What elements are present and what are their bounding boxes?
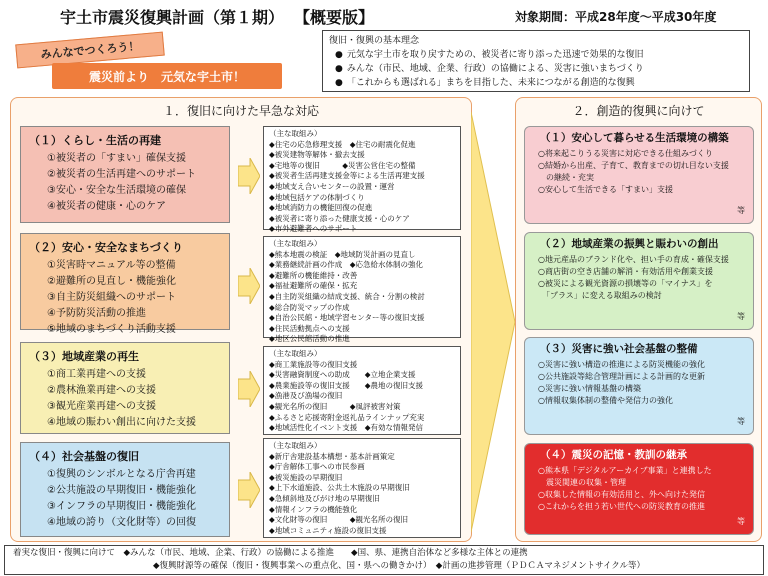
group-item: ③観光産業再建への支援 <box>47 401 156 412</box>
group-infrastructure <box>20 442 230 537</box>
group-item: ①商工業再建への支援 <box>47 369 146 380</box>
measure-item: ◆被災施設の早期復旧 <box>269 472 343 482</box>
creative-heading: （３）災害に強い社会基盤の整備 <box>540 343 698 355</box>
measures-heading: （主な取組み） <box>269 349 322 358</box>
group-item: ④地域の賑わい創出に向けた支援 <box>47 417 196 428</box>
measure-item: ◆文化財等の復旧 ◆観光名所の復旧 <box>269 515 409 525</box>
measure-item: ◆地域支え合いセンターの設置・運営 <box>269 181 395 191</box>
measure-item: ◆避難所の機能維持・改善 <box>269 270 358 280</box>
creative-item: ○収集した情報の有効活用と、外へ向けた発信 <box>538 490 705 499</box>
measure-item: ◆地区公民館活動の推進 <box>269 334 350 344</box>
measure-item: ◆地域包括ケアの体制づくり <box>269 192 365 202</box>
creative-item: ○災害に強い構造の推進による防災機能の強化 <box>538 360 705 369</box>
arrow-right-icon <box>238 371 260 407</box>
creative-item: ○商店街の空き店舗の解消・有効活用や創業支援 <box>538 267 713 276</box>
group-safe-town <box>20 233 230 335</box>
creative-heading: （２）地域産業の振興と賑わいの創出 <box>540 238 719 250</box>
group-industry <box>20 342 230 434</box>
creative-item: の継続・充実 <box>538 173 594 182</box>
measure-item: ◆急傾斜地及びがけ地の早期復旧 <box>269 493 380 503</box>
measure-item: ◆観光名所の復旧 ◆風評被害対策 <box>269 401 401 411</box>
group-item: ③安心・安全な生活環境の確保 <box>47 185 186 196</box>
measure-item: ◆地域コミュニティ施設の復旧支援 <box>269 525 387 535</box>
etc-mark: 等 <box>737 206 745 215</box>
creative-memory <box>524 443 754 535</box>
group-heading: （４）社会基盤の復旧 <box>29 450 139 463</box>
section-early-recovery-title: １．復旧に向けた早急な対応 <box>162 104 319 118</box>
measure-item: ◆被災者生活再建支援金等による生活再建支援 <box>269 171 425 181</box>
group-item: ④予防防災活動の推進 <box>47 308 146 319</box>
measure-item: ◆庁舎解体工事への市民参画 <box>269 462 365 472</box>
measures-heading: （主な取組み） <box>269 441 322 450</box>
measure-item: ◆被災建物等解体・撤去支援 <box>269 150 365 160</box>
measure-item: ◆被災者に寄り添った健康支援・心のケア <box>269 213 410 223</box>
creative-item: ○熊本県「デジタルアーカイブ事業」と連携した <box>538 466 712 475</box>
slogan-banner: 震災前より 元気な宇土市！ <box>52 63 282 89</box>
measure-item: ◆ふるさと応援寄附金返礼品ラインナップ充実 <box>269 412 425 422</box>
group-heading: （３）地域産業の再生 <box>29 350 139 363</box>
measure-item: ◆地域活性化イベント支援 ◆有効な情報発信 <box>269 423 424 433</box>
measure-item: ◆総合防災マップの作成 <box>269 302 350 312</box>
creative-item: ○結婚から出産、子育て、教育までの切れ目ない支援 <box>538 161 729 170</box>
group-item: ④地域の誇り（文化財等）の回復 <box>47 517 196 528</box>
measure-item: ◆地域消防力の機能回復の促進 <box>269 203 373 213</box>
creative-item: ○地元産品のブランド化や、担い手の育成・確保支援 <box>538 255 729 264</box>
group-heading: （１）くらし・生活の再建 <box>29 134 161 147</box>
creative-item: 「プラス」に変える取組みの検討 <box>538 291 662 300</box>
basic-principles-heading: 復旧・復興の基本理念 <box>329 36 420 46</box>
measure-item: ◆業務継続計画の作成 ◆応急給水体制の強化 <box>269 260 424 270</box>
arrow-right-icon <box>238 268 260 304</box>
measures-safe-town <box>263 236 461 344</box>
measure-item: ◆上下水道施設、公共土木施設の早期復旧 <box>269 483 410 493</box>
group-item: ①災害時マニュアル等の整備 <box>47 260 176 271</box>
creative-item: ○安心して生活できる「すまい」支援 <box>538 185 673 194</box>
measure-item: ◆熊本地震の検証 ◆地域防災計画の見直し <box>269 249 416 259</box>
etc-mark: 等 <box>737 417 745 426</box>
measure-item: ◆自治公民館・地域学習センター等の復旧支援 <box>269 313 425 323</box>
group-livelihood <box>20 126 230 223</box>
creative-living-environment <box>524 126 754 224</box>
creative-item: ○情報収集体制の整備や発信力の強化 <box>538 396 673 405</box>
group-item: ⑤地域のまちづくり活動支援 <box>47 324 176 335</box>
creative-industry <box>524 232 754 330</box>
principle-item: ● みんな（市民、地域、企業、行政）の協働による、災害に強いまちづくり <box>329 62 743 76</box>
measure-item: ◆住民活動拠点への支援 <box>269 323 350 333</box>
basic-principles-box <box>322 30 750 92</box>
group-item: ③インフラの早期復旧・機能強化 <box>47 501 196 512</box>
measures-heading: （主な取組み） <box>269 239 322 248</box>
measure-item: ◆情報インフラの機能強化 <box>269 504 358 514</box>
section-creative-recovery-title: ２．創造的復興に向けて <box>572 104 705 118</box>
etc-mark: 等 <box>737 517 745 526</box>
measures-heading: （主な取組み） <box>269 129 322 138</box>
footer-box <box>4 545 764 575</box>
creative-item: ○災害に強い情報基盤の構築 <box>538 384 641 393</box>
principle-item: ● 元気な宇土市を取り戻すための、被災者に寄り添った迅速で効果的な復旧 <box>329 48 743 62</box>
measures-infrastructure <box>263 438 461 538</box>
measure-item: ◆商工業施設等の復旧支援 <box>269 359 358 369</box>
creative-heading: （１）安心して暮らせる生活環境の構築 <box>540 132 729 144</box>
creative-infrastructure <box>524 337 754 435</box>
group-item: ④被災者の健康・心のケア <box>47 201 166 212</box>
measure-item: ◆農業施設等の復旧支援 ◆農地の復旧支援 <box>269 380 424 390</box>
creative-item: ○将来起こりうる災害に対応できる仕組みづくり <box>538 149 713 158</box>
target-period: 対象期間：平成28年度～平成30年度 <box>515 10 717 24</box>
creative-heading: （４）震災の記憶・教訓の継承 <box>540 449 687 461</box>
measure-item: ◆漁港及び漁場の復旧 <box>269 391 343 401</box>
group-item: ②公共施設の早期復旧・機能強化 <box>47 485 196 496</box>
group-item: ②農林漁業再建への支援 <box>47 385 156 396</box>
arrow-right-icon <box>238 158 260 194</box>
creative-item: ○被災による観光資源の損壊等の「マイナス」を <box>538 279 713 288</box>
group-item: ③自主防災組織へのサポート <box>47 292 176 303</box>
measure-item: ◆市外避難者へのサポート <box>269 224 358 234</box>
page-title <box>60 5 374 28</box>
footer-line: ◆復興財源等の確保（復旧・復興事業への重点化、国・県への働きかけ） ◆計画の進捗管理（ＰＤＣＡマネジメントサイクル等） <box>153 561 646 571</box>
measure-item: ◆自主防災組織の結成支援、統合・分割の検討 <box>269 291 425 301</box>
creative-item: ○公共施設等総合管理計画による計画的な更新 <box>538 372 705 381</box>
principle-item: ● 「これからも選ばれる」まちを目指した、未来につながる創造的な復興 <box>329 76 743 90</box>
etc-mark: 等 <box>737 312 745 321</box>
footer-line: 着実な復旧・復興に向けて ◆みんな（市民、地域、企業、行政）の協働による推進 ◆国、県、連携自治体など多様な主体との連携 <box>13 548 528 558</box>
creative-item: ○これからを担う若い世代への防災教育の推進 <box>538 502 705 511</box>
creative-item: 震災関連の収集・管理 <box>538 478 626 487</box>
group-heading: （２）安心・安全なまちづくり <box>29 241 183 254</box>
big-arrow-icon <box>471 112 515 532</box>
group-item: ②避難所の見直し・機能強化 <box>47 276 176 287</box>
slogan-badge: みんなでつくろう！ <box>15 32 165 69</box>
arrow-right-icon <box>238 472 260 508</box>
measure-item: ◆住宅の応急修理支援 ◆住宅の耐震化促進 <box>269 139 416 149</box>
measure-item: ◆災害融資制度への助成 ◆立地企業支援 <box>269 370 416 380</box>
group-item: ①復興のシンボルとなる庁舎再建 <box>47 469 196 480</box>
plan-subtitle: 【概要版】 <box>302 8 375 27</box>
measures-industry <box>263 346 461 435</box>
measure-item: ◆新庁舎建設基本構想・基本計画策定 <box>269 451 395 461</box>
plan-title: 宇土市震災復興計画（第１期） <box>60 8 285 27</box>
measures-livelihood <box>263 126 461 234</box>
measure-item: ◆福祉避難所の確保・拡充 <box>269 281 358 291</box>
group-item: ①被災者の「すまい」確保支援 <box>47 153 186 164</box>
group-item: ②被災者の生活再建へのサポート <box>47 169 196 180</box>
measure-item: ◆宅地等の復旧 ◆災害公営住宅の整備 <box>269 160 416 170</box>
